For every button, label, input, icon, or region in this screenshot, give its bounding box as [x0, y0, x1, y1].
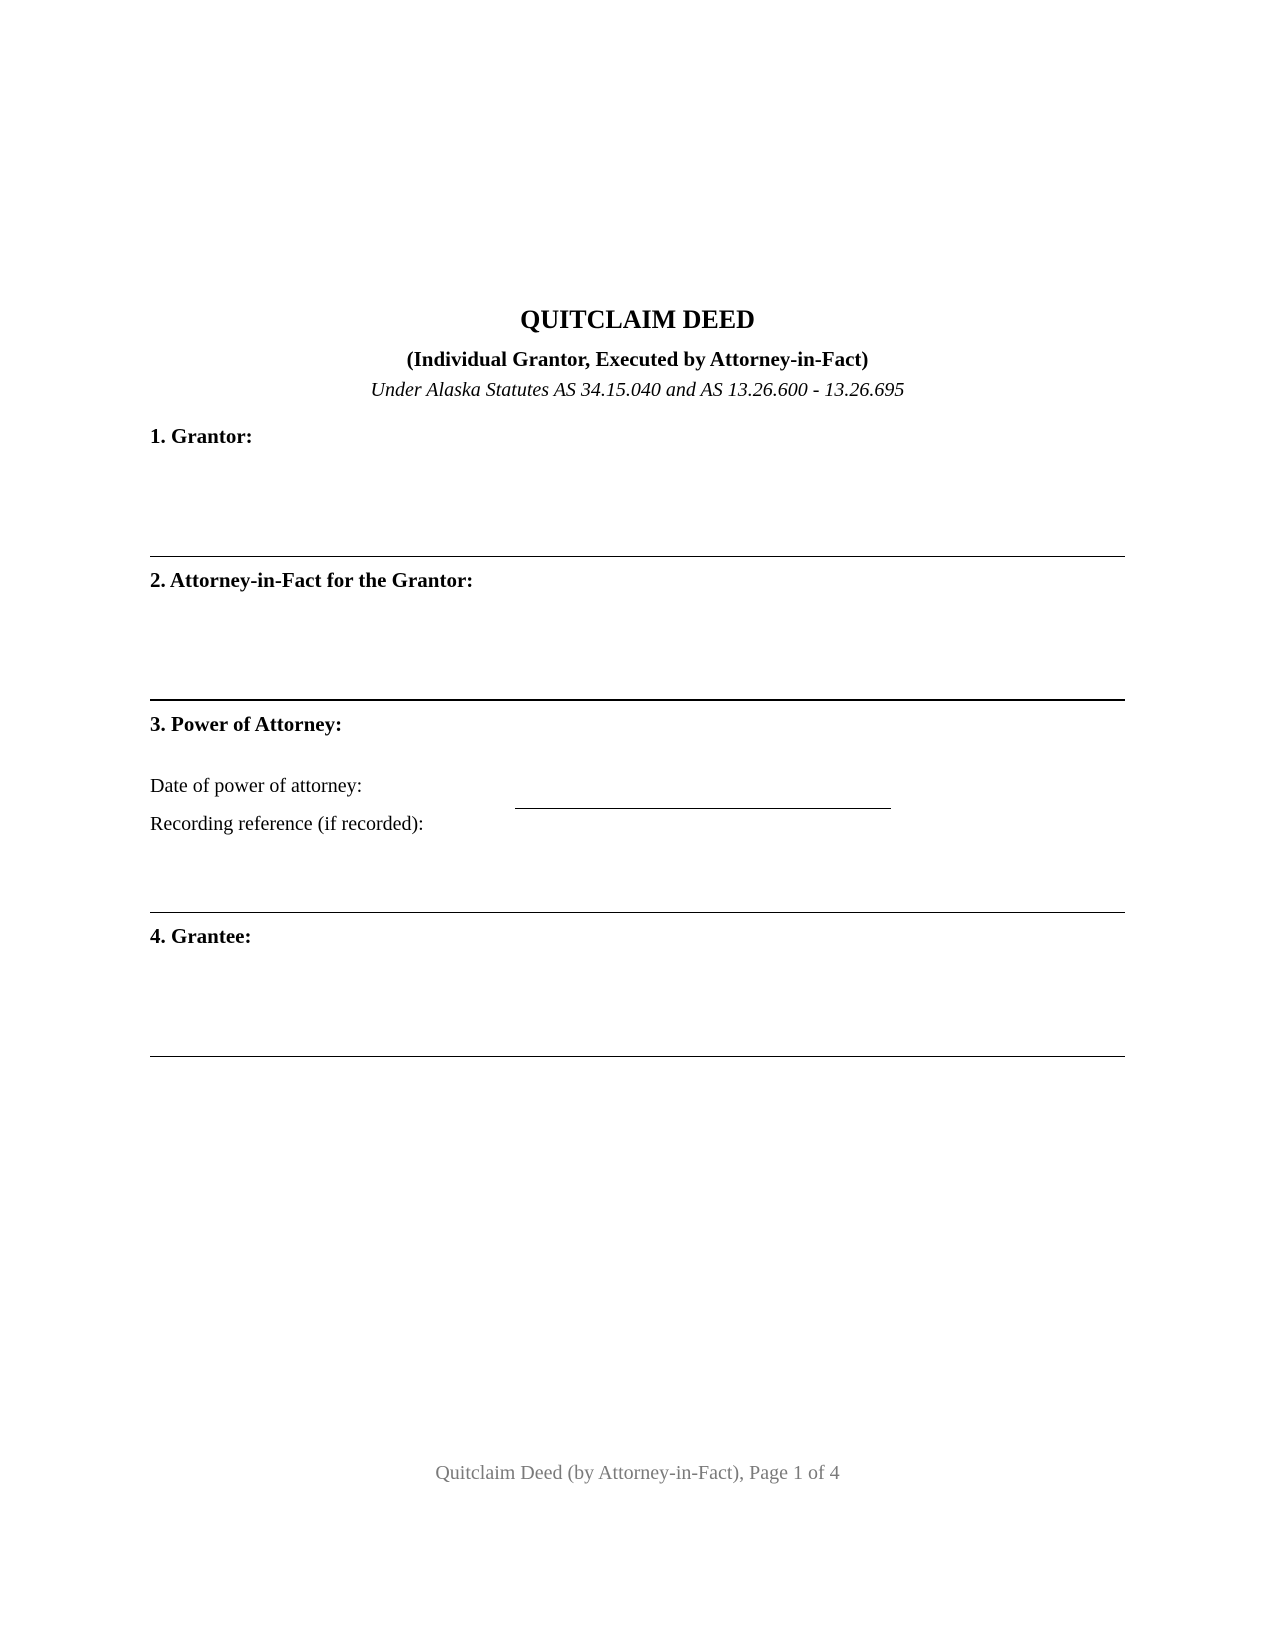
power-of-attorney-heading: 3. Power of Attorney:: [150, 712, 343, 736]
poa-date-field[interactable]: [515, 808, 891, 809]
grantor-entry-line[interactable]: [150, 556, 1125, 557]
document-subtitle: (Individual Grantor, Executed by Attorney-in-Fact): [406, 347, 869, 371]
grantor-heading: 1. Grantor:: [150, 424, 253, 448]
poa-date-label: Date of power of attorney:: [150, 775, 363, 797]
poa-entry-line[interactable]: [150, 912, 1125, 913]
document-title: QUITCLAIM DEED: [520, 305, 755, 334]
page-footer: Quitclaim Deed (by Attorney-in-Fact), Page 1 of 4: [435, 1462, 840, 1484]
attorney-in-fact-entry-line[interactable]: [150, 699, 1125, 701]
attorney-in-fact-heading: 2. Attorney-in-Fact for the Grantor:: [150, 568, 474, 592]
grantee-heading: 4. Grantee:: [150, 924, 252, 948]
statute-reference: Under Alaska Statutes AS 34.15.040 and AS 13.26.600 - 13.26.695: [370, 379, 905, 401]
grantee-entry-line[interactable]: [150, 1056, 1125, 1057]
poa-recording-label: Recording reference (if recorded):: [150, 813, 424, 835]
